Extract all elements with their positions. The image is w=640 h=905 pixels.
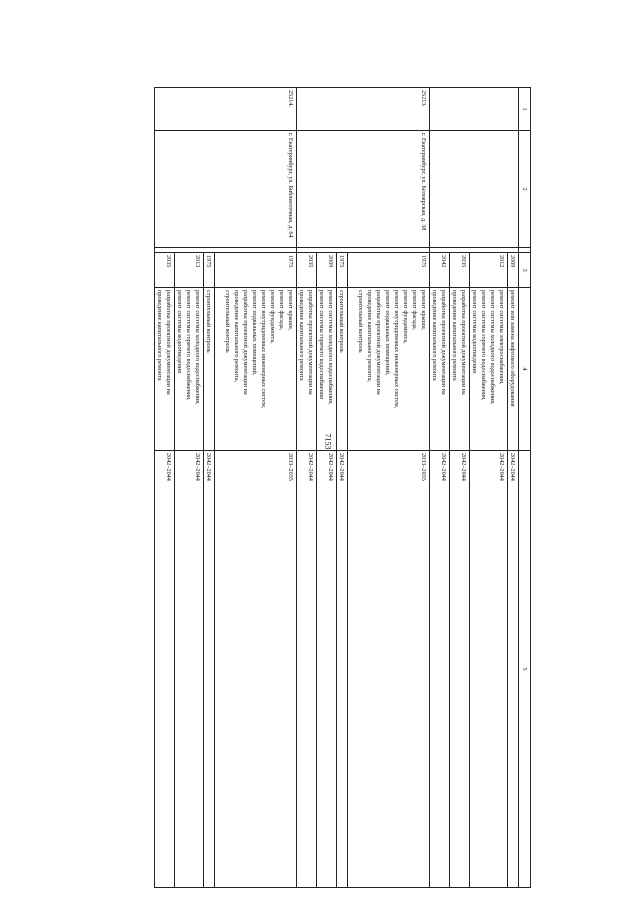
work-item: проведение капитального ремонта <box>156 290 164 381</box>
work-item: проведение капитального ремонта <box>431 290 439 381</box>
works-cell <box>215 288 297 451</box>
year-cell: 1975 <box>348 253 430 288</box>
work-item: строительный контроль <box>357 290 365 353</box>
header-col-3: 3 <box>519 253 531 288</box>
table-row <box>508 88 519 888</box>
work-item: строительный контроль <box>338 290 346 353</box>
year-cell: 2012 <box>470 253 508 288</box>
work-item: проведение капитального ремонта, <box>233 290 241 383</box>
work-item: ремонт фасада, <box>411 290 419 331</box>
period-cell: 2033–2035 <box>348 451 430 888</box>
work-item: ремонт системы водоотведения <box>471 290 479 373</box>
year-cell: 1975 <box>215 253 297 288</box>
year-cell: 2035 <box>297 253 317 288</box>
header-col-2: 2 <box>519 131 531 248</box>
building-address <box>430 131 519 248</box>
work-item: ремонт системы водоотведения <box>176 290 184 373</box>
works-cell <box>508 288 519 451</box>
work-item: ремонт или замена лифтового оборудования <box>509 290 517 407</box>
works-cell <box>204 288 215 451</box>
works-cell <box>317 288 337 451</box>
work-item: разработка проектной документации на <box>307 290 315 395</box>
work-item: ремонт внутридомовых инженерных систем, <box>260 290 268 409</box>
works-cell <box>337 288 348 451</box>
header-col-1: 1 <box>519 88 531 131</box>
year-cell: 1975 <box>337 253 348 288</box>
work-item: ремонт фундамента, <box>402 290 410 344</box>
header-col-4: 4 <box>519 288 531 451</box>
work-item: ремонт системы холодного водоснабжения, <box>327 290 335 405</box>
period-cell: 2033–2035 <box>215 451 297 888</box>
work-item: ремонт подвальных помещений, <box>384 290 392 376</box>
work-item: ремонт системы горячего водоснабжения <box>318 290 326 399</box>
page-number: 7153 <box>323 433 333 450</box>
work-item: ремонт системы электроснабжения, <box>498 290 506 385</box>
period-cell: 2042–2044 <box>155 451 175 888</box>
period-cell: 2042–2044 <box>175 451 204 888</box>
period-cell: 2042–2044 <box>430 451 450 888</box>
work-item: ремонт внутридомовых инженерных систем, <box>393 290 401 409</box>
work-item: разработка проектной документации на <box>460 290 468 395</box>
period-cell: 2042–2044 <box>470 451 508 888</box>
table-row <box>348 88 430 888</box>
period-cell: 2042–2044 <box>317 451 337 888</box>
table-row <box>215 88 297 888</box>
work-item: ремонт системы холодного водоснабжения, <box>194 290 202 405</box>
row-number <box>430 88 519 131</box>
year-cell: 2009 <box>317 253 337 288</box>
work-item: разработка проектной документации на <box>165 290 173 395</box>
row-number: 25213. <box>297 88 430 131</box>
table-header <box>519 88 531 888</box>
header-col-5: 5 <box>519 451 531 888</box>
rotated-table-container <box>86 87 531 887</box>
work-item: разработка проектной документации на <box>440 290 448 395</box>
work-item: разработка проектной документации на <box>242 290 250 395</box>
work-item: ремонт крыши, <box>420 290 428 331</box>
period-cell: 2042–2044 <box>508 451 519 888</box>
work-item: ремонт системы горячего водоснабжения, <box>480 290 488 401</box>
work-item: строительный контроль <box>205 290 213 353</box>
year-cell: 2035 <box>450 253 470 288</box>
work-item: проведение капитального ремонта <box>451 290 459 381</box>
work-item: ремонт фундамента, <box>269 290 277 344</box>
works-cell <box>175 288 204 451</box>
works-cell <box>155 288 175 451</box>
building-address: г. Екатеринбург, ул. Белоярская, д. 38 <box>297 131 430 248</box>
year-cell: 2009 <box>508 253 519 288</box>
works-cell <box>430 288 450 451</box>
work-item: ремонт фасада, <box>278 290 286 331</box>
work-item: проведение капитального ремонта <box>298 290 306 381</box>
year-cell: 2035 <box>155 253 175 288</box>
year-cell: 1975 <box>204 253 215 288</box>
building-address: г. Екатеринбург, ул. Библиотечная, д. 64 <box>155 131 297 248</box>
year-cell: 2013 <box>175 253 204 288</box>
period-cell: 2042–2044 <box>297 451 317 888</box>
work-item: ремонт системы холодного водоснабжения, <box>489 290 497 405</box>
work-item: разработка проектной документации на <box>375 290 383 395</box>
period-cell: 2042–2044 <box>450 451 470 888</box>
works-cell <box>470 288 508 451</box>
works-cell <box>297 288 317 451</box>
work-item: ремонт подвальных помещений, <box>251 290 259 376</box>
work-item: ремонт крыши, <box>287 290 295 331</box>
period-cell: 2042–2044 <box>337 451 348 888</box>
row-number: 25214. <box>155 88 297 131</box>
works-cell <box>348 288 430 451</box>
repair-schedule-table <box>154 87 531 888</box>
table-body <box>155 88 519 888</box>
period-cell: 2042–2044 <box>204 451 215 888</box>
work-item: проведение капитального ремонта, <box>366 290 374 383</box>
work-item: ремонт системы горячего водоснабжения, <box>185 290 193 401</box>
work-item: строительный контроль <box>224 290 232 353</box>
works-cell <box>450 288 470 451</box>
year-cell: 2042 <box>430 253 450 288</box>
